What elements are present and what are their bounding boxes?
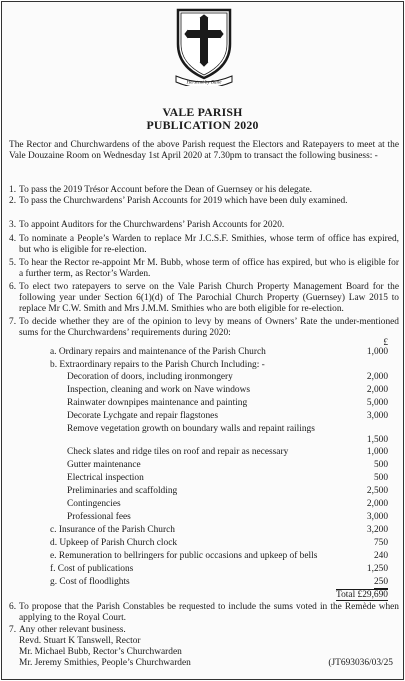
- budget-row-label: Preliminaries and scaffolding: [67, 486, 178, 496]
- budget-row-amount: 3,000: [366, 411, 388, 421]
- budget-row-amount: 2,500: [366, 486, 388, 496]
- budget-row-label: Electrical inspection: [67, 473, 144, 483]
- budget-row-amount: 1,000: [366, 447, 388, 457]
- budget-row-label: g. Cost of floodlights: [50, 577, 130, 587]
- item-number: 2.: [9, 196, 17, 206]
- budget-row-label: Decoration of doors, including ironmongery: [67, 372, 233, 382]
- peoples-warden-signature: Mr. Jeremy Smithies, People’s Churchwarden: [19, 658, 191, 668]
- item-number: 1.: [9, 185, 17, 195]
- budget-row-amount: 500: [373, 460, 388, 470]
- budget-row-amount: 500: [373, 473, 388, 483]
- item-text: To pass the 2019 Trésor Account before the Dean of Guernsey or his delegate.: [19, 185, 313, 195]
- budget-row-label: d. Upkeep of Parish Church clock: [50, 538, 178, 548]
- item-number: 4.: [9, 234, 17, 244]
- rector-signature: Revd. Stuart K Tanswell, Rector: [19, 636, 141, 646]
- item-text: To decide whether they are of the opinion to levy by means of Owners’ Rate the under-mentioned sums for the Churchwardens’ requirements during 2020:: [19, 317, 399, 338]
- rectors-warden-signature: Mr. Michael Bubb, Rector’s Churchwarden: [19, 647, 182, 657]
- item-text: To hear the Rector re-appoint Mr M. Bubb, whose term of office has expired, but who is eligible for a further term, as Rector’s Warden.: [19, 258, 399, 279]
- item-number: 6.: [9, 602, 17, 612]
- agenda-item: [9, 196, 399, 207]
- budget-row-label: f. Cost of publications: [50, 564, 134, 574]
- reference-number: (JT693036/03/25: [328, 658, 393, 668]
- agenda-item: [9, 220, 399, 231]
- agenda-item: [9, 625, 399, 636]
- notice-subtitle: PUBLICATION 2020: [146, 118, 259, 132]
- budget-row-amount: 2,000: [366, 499, 388, 509]
- budget-row-label: Professional fees: [67, 512, 131, 522]
- item-text: To appoint Auditors for the Churchwardens’ Parish Accounts for 2020.: [19, 220, 285, 230]
- agenda-item: [9, 282, 399, 315]
- budget-total: Total £29,690: [336, 590, 388, 600]
- budget-row-amount: 1,250: [366, 564, 388, 574]
- budget-row-label: Contingencies: [67, 499, 121, 509]
- item-number: 7.: [9, 317, 17, 327]
- budget-row-label: Gutter maintenance: [67, 460, 141, 470]
- budget-row-amount: 3,000: [366, 512, 388, 522]
- agenda-item: [9, 258, 399, 280]
- budget-row-amount: 2,000: [366, 372, 388, 382]
- budget-row-label: Check slates and ridge tiles on roof and repair as necessary: [67, 447, 289, 457]
- budget-row-label: c. Insurance of the Parish Church: [50, 525, 175, 535]
- budget-row-amount: 1,000: [366, 347, 388, 357]
- agenda-item: [9, 234, 399, 256]
- agenda-item: [9, 317, 399, 339]
- budget-row-label: e. Remuneration to bellringers for public occasions and upkeep of bells: [50, 551, 318, 561]
- budget-row-label: Remove vegetation growth on boundary walls and repaint railings: [67, 424, 315, 434]
- budget-row-amount: 2,000: [366, 385, 388, 395]
- currency-symbol: £: [383, 338, 388, 348]
- crest-motto: Herstent by Bulle: [186, 80, 222, 86]
- budget-row-label: b. Extraordinary repairs to the Parish Church Including: -: [50, 360, 265, 370]
- item-number: 7.: [9, 625, 17, 635]
- item-text: Any other relevant business.: [19, 625, 126, 635]
- budget-row-amount: 3,200: [366, 525, 388, 535]
- budget-row-amount: 250: [373, 577, 388, 587]
- parish-crest-logo: [174, 6, 234, 86]
- item-text: To nominate a People’s Warden to replace Mr J.C.S.F. Smithies, whose term of office has expired, but who is eligible for re-election.: [19, 234, 399, 255]
- budget-row-amount: 1,500: [366, 435, 388, 445]
- item-text: To propose that the Parish Constables be requested to include the sums voted in the Remède when applying to the Royal Court.: [19, 602, 399, 623]
- agenda-item: [9, 602, 399, 624]
- notice-title: VALE PARISH: [162, 105, 243, 119]
- budget-row-amount: 240: [373, 551, 388, 561]
- item-text: To elect two ratepayers to serve on the Vale Parish Church Property Management Board for the following year under Section 6(1)(d) of The Parochial Church Property (Guernsey) Law 2015 to replace Mr C.W. Smith and Mrs J.M.M. Smithies who are both eligible for re-election.: [19, 282, 399, 314]
- item-number: 6.: [9, 282, 17, 292]
- budget-row-amount: 750: [373, 538, 388, 548]
- item-number: 5.: [9, 258, 17, 268]
- agenda-item: [9, 185, 399, 196]
- budget-row-label: Inspection, cleaning and work on Nave windows: [67, 385, 251, 395]
- intro-paragraph: The Rector and Churchwardens of the above Parish request the Electors and Ratepayers to meet at the Vale Douzaine Room on Wednesday 1st April 2020 at 7.30pm to transact the following business: -: [9, 140, 399, 161]
- budget-row-label: Decorate Lychgate and repair flagstones: [67, 411, 218, 421]
- budget-row-label: Rainwater downpipes maintenance and painting: [67, 398, 248, 408]
- item-text: To pass the Churchwardens’ Parish Accounts for 2019 which have been duly examined.: [19, 196, 348, 206]
- budget-row-label: a. Ordinary repairs and maintenance of the Parish Church: [50, 347, 266, 357]
- public-notice: [1, 1, 404, 680]
- budget-row-amount: 5,000: [366, 398, 388, 408]
- item-number: 3.: [9, 220, 17, 230]
